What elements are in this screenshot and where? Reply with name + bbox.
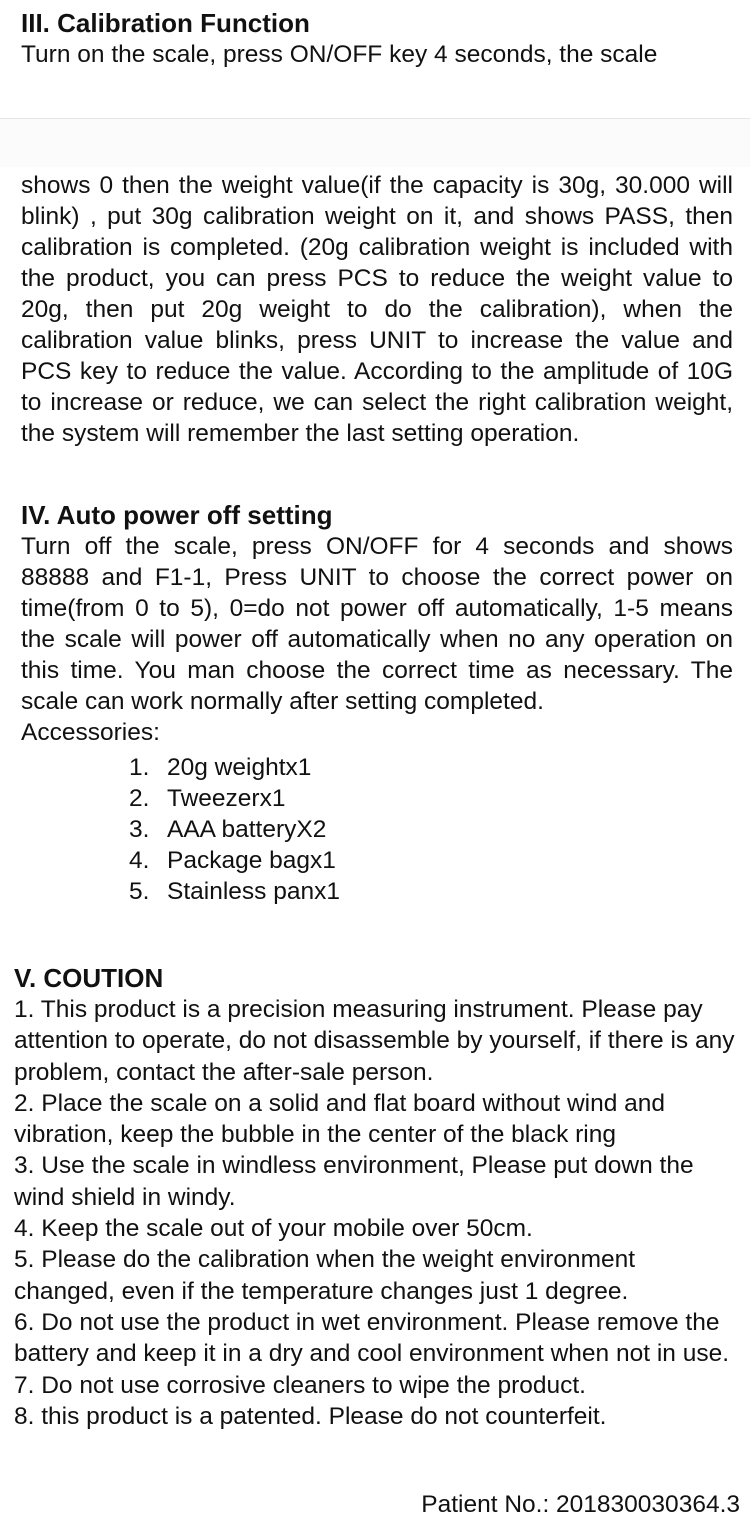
calibration-heading: III. Calibration Function	[21, 8, 310, 38]
list-item-number: 2.	[129, 785, 150, 812]
list-item	[129, 814, 733, 845]
caution-section	[14, 963, 740, 1432]
page-break-divider	[0, 118, 750, 167]
list-item-text: AAA batteryX2	[167, 816, 327, 843]
list-item-text: Tweezerx1	[167, 785, 286, 812]
list-item	[129, 783, 733, 814]
caution-item: 5. Please do the calibration when the weight environment changed, even if the temperature changes just 1 degree.	[14, 1246, 636, 1305]
accessories-label: Accessories:	[21, 719, 160, 746]
list-item	[129, 752, 733, 783]
caution-item: 8. this product is a patented. Please do not counterfeit.	[14, 1402, 607, 1430]
auto-power-off-section	[21, 500, 733, 907]
caution-item: 1. This product is a precision measuring instrument. Please pay attention to operate, do not disassemble by yourself, if there is any problem, contact the after-sale person.	[14, 996, 735, 1086]
patent-number: Patient No.: 201830030364.3	[421, 1491, 740, 1518]
list-item-number: 3.	[129, 816, 150, 843]
auto-power-off-heading: IV. Auto power off setting	[21, 500, 333, 530]
list-item-number: 1.	[129, 754, 150, 781]
caution-item: 6. Do not use the product in wet environment. Please remove the battery and keep it in a dry and cool environment when not in use.	[14, 1308, 730, 1368]
caution-item: 2. Place the scale on a solid and flat board without wind and vibration, keep the bubble in the center of the black ring	[14, 1089, 666, 1149]
caution-item: 3. Use the scale in windless environment, Please put down the wind shield in windy.	[14, 1152, 694, 1211]
list-item-number: 5.	[129, 878, 150, 905]
list-item	[129, 876, 733, 907]
list-item	[129, 845, 733, 876]
list-item-number: 4.	[129, 847, 150, 874]
calibration-body: shows 0 then the weight value(if the capacity is 30g, 30.000 will blink) , put 30g calibration weight on it, and shows PASS, then calibration is completed. (20g calibration weight is included with the product, you can press PCS to reduce the weight value to 20g, then put 20g weight to do the calibration), when the calibration value blinks, press UNIT to increase the value and PCS key to reduce the value. According to the amplitude of 10G to increase or reduce, we can select the right calibration weight, the system will remember the last setting operation.	[21, 172, 733, 447]
auto-power-off-body: Turn off the scale, press ON/OFF for 4 seconds and shows 88888 and F1-1, Press UNIT to choose the correct power on time(from 0 to 5), 0=do not power off automatically, 1-5 means the scale will power off automatically when no any operation on this time. You man choose the correct time as necessary. The scale can work normally after setting completed.	[21, 533, 733, 715]
caution-item: 4. Keep the scale out of your mobile over 50cm.	[14, 1215, 533, 1243]
caution-item: 7. Do not use corrosive cleaners to wipe the product.	[14, 1371, 586, 1399]
calibration-first-line: Turn on the scale, press ON/OFF key 4 seconds, the scale	[21, 41, 658, 68]
accessories-list	[21, 752, 733, 907]
list-item-text: Package bagx1	[167, 847, 336, 874]
list-item-text: 20g weightx1	[167, 754, 312, 781]
calibration-section	[21, 8, 733, 70]
calibration-section-continued	[21, 170, 733, 449]
caution-heading: V. COUTION	[14, 963, 164, 993]
list-item-text: Stainless panx1	[167, 878, 340, 905]
